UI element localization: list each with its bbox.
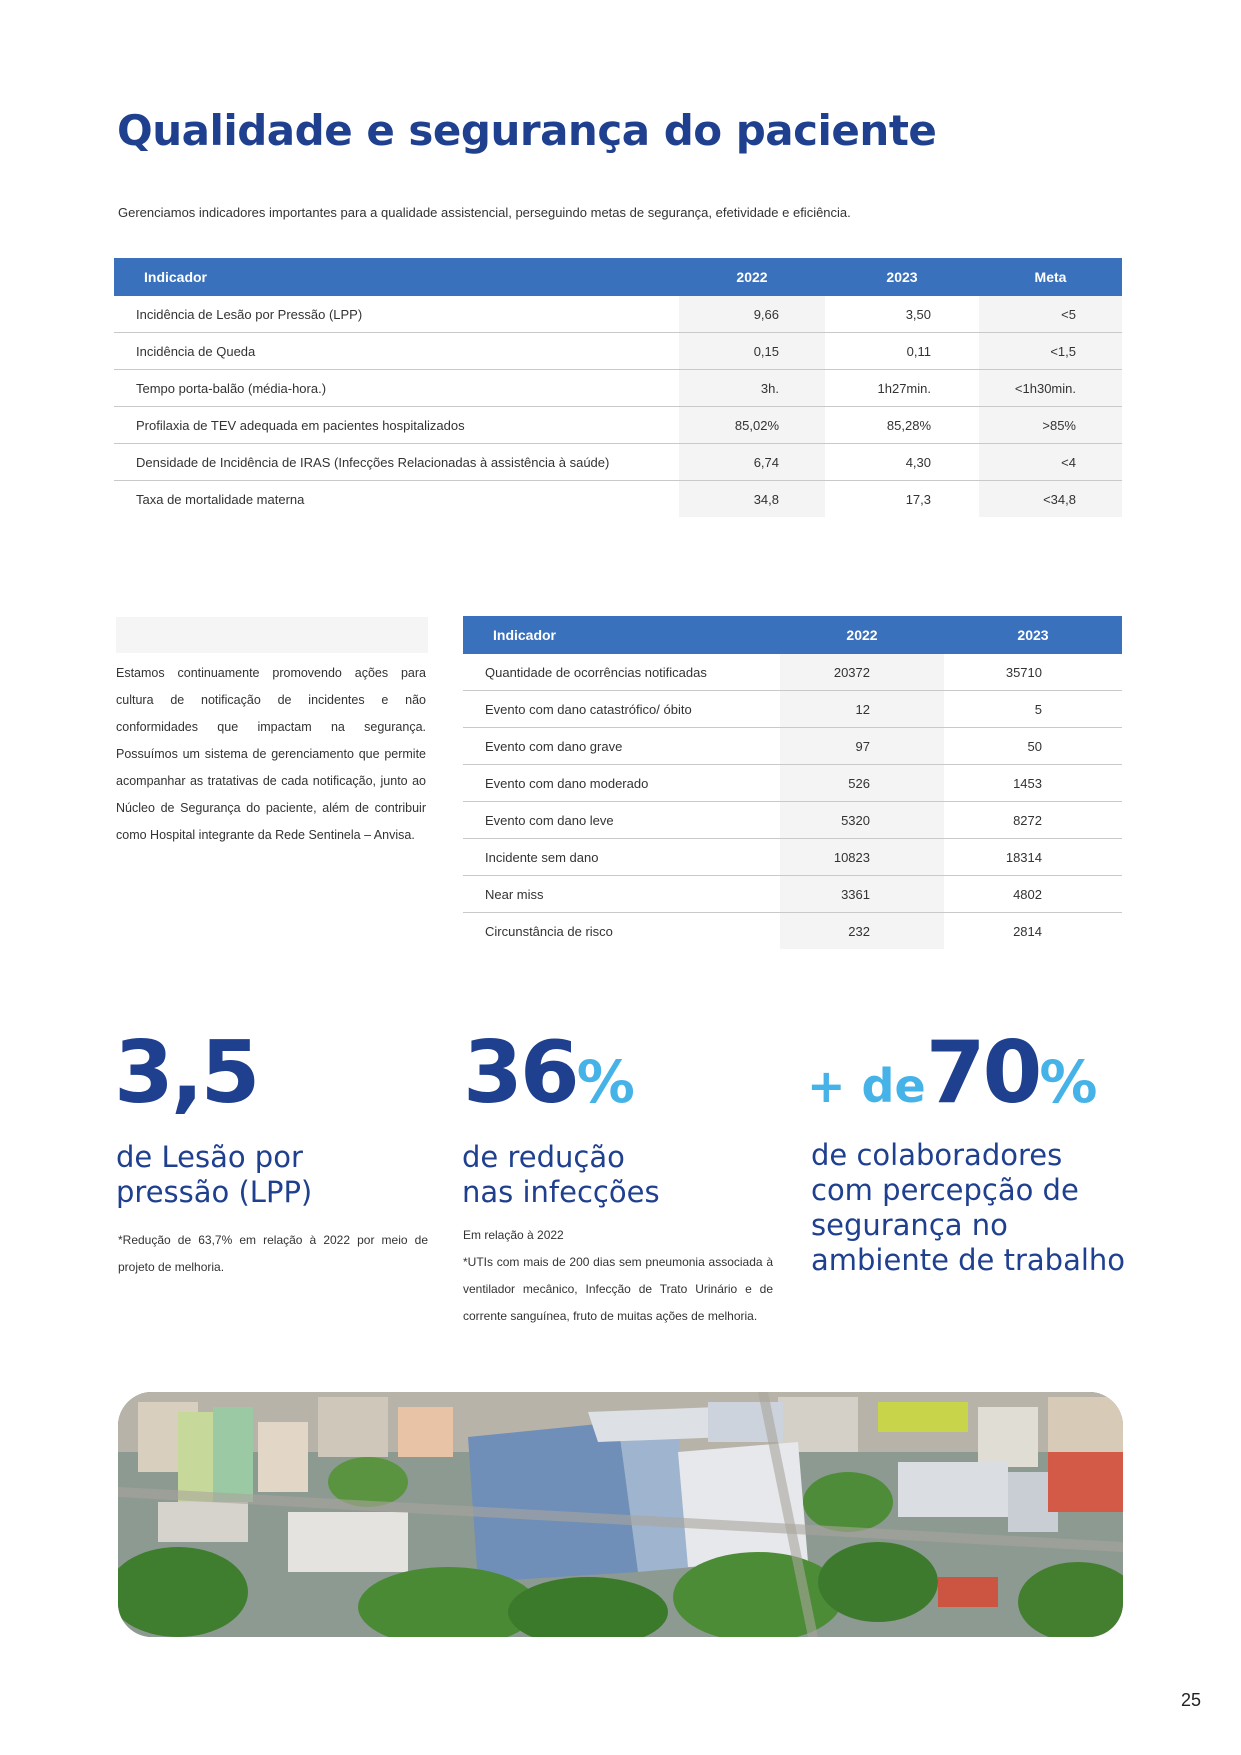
table-row <box>114 333 1122 370</box>
table-cell-value: 9,66 <box>679 296 825 333</box>
paragraph-top-bar <box>116 617 428 653</box>
stat-safety-prefix: + de <box>807 1059 926 1113</box>
table-row <box>463 913 1122 950</box>
table-cell-value: 3,50 <box>825 296 979 333</box>
stat-infection-notes <box>463 1222 773 1330</box>
table-row <box>114 296 1122 333</box>
stat-safety-value <box>807 1023 1098 1123</box>
stat-infection-heading-line: nas infecções <box>462 1175 660 1209</box>
table-cell-indicator: Quantidade de ocorrências notificadas <box>463 654 780 691</box>
stat-safety-heading-line: com percepção de <box>811 1173 1079 1207</box>
stat-infection-note-line: Em relação à 2022 <box>463 1228 564 1242</box>
table-cell-value: 97 <box>780 728 944 765</box>
table-cell-indicator: Evento com dano catastrófico/ óbito <box>463 691 780 728</box>
table-cell-indicator: Evento com dano grave <box>463 728 780 765</box>
header-meta: Meta <box>979 258 1122 296</box>
stat-infection-note-line: *UTIs com mais de 200 dias sem pneumonia associada à ventilador mecânico, Infecção de Trato Urinário e de corrente sanguínea, fruto de muitas ações de melhoria. <box>463 1255 773 1323</box>
table-cell-value: 34,8 <box>679 481 825 518</box>
page-title: Qualidade e segurança do paciente <box>117 106 937 155</box>
table-cell-indicator: Circunstância de risco <box>485 923 613 939</box>
table-cell-value: 50 <box>944 728 1122 765</box>
header-2022: 2022 <box>780 616 944 654</box>
intro-text: Gerenciamos indicadores importantes para a qualidade assistencial, perseguindo metas de segurança, efetividade e eficiência. <box>118 205 851 220</box>
table-cell-value: <34,8 <box>979 481 1122 518</box>
table-cell-value: 1453 <box>944 765 1122 802</box>
stat-safety-heading <box>811 1138 1125 1278</box>
stat-safety-heading-line: segurança no <box>811 1208 1008 1242</box>
page-number: 25 <box>1180 1690 1201 1710</box>
table-cell-value: <1,5 <box>979 333 1122 370</box>
table-cell-value: 0,15 <box>679 333 825 370</box>
stat-lpp-heading-line: de Lesão por <box>116 1140 303 1174</box>
aerial-hospital-photo <box>118 1392 1123 1637</box>
table-cell-indicator: Incidente sem dano <box>463 839 780 876</box>
table-cell-indicator: Near miss <box>463 876 780 913</box>
table-row <box>114 444 1122 481</box>
table-cell-value: 0,11 <box>825 333 979 370</box>
stat-infection-heading <box>462 1140 660 1210</box>
header-2023: 2023 <box>825 258 979 296</box>
header-indicador: Indicador <box>463 616 780 654</box>
table-row <box>463 691 1122 728</box>
aerial-city-illustration <box>118 1392 1123 1637</box>
table-row <box>114 370 1122 407</box>
table-cell-value: 17,3 <box>905 491 931 507</box>
table-row <box>463 876 1122 913</box>
table-cell-value: 1h27min. <box>825 370 979 407</box>
stat-lpp-heading <box>116 1140 312 1210</box>
table-cell-indicator: Evento com dano leve <box>463 802 780 839</box>
stat-safety-percent: % <box>1039 1048 1098 1116</box>
table-cell-indicator: Tempo porta-balão (média-hora.) <box>114 370 679 407</box>
table-row <box>114 481 1122 518</box>
table-cell-value: 35710 <box>944 654 1122 691</box>
table-cell-value: >85% <box>979 407 1122 444</box>
table-cell-value: 5 <box>944 691 1122 728</box>
stat-lpp-note: *Redução de 63,7% em relação à 2022 por meio de projeto de melhoria. <box>118 1233 428 1274</box>
table-cell-indicator: Incidência de Queda <box>114 333 679 370</box>
table-cell-value: <1h30min. <box>979 370 1122 407</box>
table-row <box>463 839 1122 876</box>
quality-indicators-table <box>114 258 1122 517</box>
table-row <box>463 802 1122 839</box>
table-row <box>463 728 1122 765</box>
table-header-row <box>114 258 1122 296</box>
table-cell-value: 85,28% <box>825 407 979 444</box>
stat-safety-heading-line: ambiente de trabalho <box>811 1243 1126 1277</box>
stat-lpp-heading-line: pressão (LPP) <box>116 1175 313 1209</box>
table-cell-value: 10823 <box>780 839 944 876</box>
table-row <box>463 765 1122 802</box>
header-2023: 2023 <box>944 616 1122 654</box>
stat-infection-heading-line: de redução <box>462 1140 625 1174</box>
table-cell-value: 6,74 <box>679 444 825 481</box>
stat-infection-number: 36 <box>463 1023 577 1123</box>
stat-infection-percent: % <box>576 1048 635 1116</box>
table-cell-value: 3361 <box>780 876 944 913</box>
table-cell-indicator: Profilaxia de TEV adequada em pacientes hospitalizados <box>114 407 679 444</box>
table-cell-value: 8272 <box>944 802 1122 839</box>
incident-notification-table <box>463 616 1122 949</box>
table-cell-value: 12 <box>780 691 944 728</box>
header-2022: 2022 <box>679 258 825 296</box>
table-cell-value: 85,02% <box>679 407 825 444</box>
table-cell-indicator: Densidade de Incidência de IRAS (Infecções Relacionadas à assistência à saúde) <box>114 444 679 481</box>
table-row <box>463 654 1122 691</box>
table-cell-value: <4 <box>979 444 1122 481</box>
table-cell-value: 232 <box>780 913 944 950</box>
table-cell-value: 20372 <box>780 654 944 691</box>
table-cell-value: 526 <box>780 765 944 802</box>
table-header-row <box>463 616 1122 654</box>
table-cell-value: 3h. <box>679 370 825 407</box>
table-cell-indicator: Taxa de mortalidade materna <box>136 491 305 507</box>
stat-infection-value <box>463 1023 635 1123</box>
table-cell-value: 4802 <box>944 876 1122 913</box>
table-cell-value: <5 <box>979 296 1122 333</box>
stat-safety-heading-line: de colaboradores <box>811 1138 1063 1172</box>
table-cell-indicator: Incidência de Lesão por Pressão (LPP) <box>114 296 679 333</box>
table-cell-value: 2814 <box>1013 923 1042 939</box>
stat-lpp-value: 3,5 <box>114 1023 258 1123</box>
header-indicador: Indicador <box>114 258 679 296</box>
table-row <box>114 407 1122 444</box>
table-cell-value: 18314 <box>944 839 1122 876</box>
notification-paragraph: Estamos continuamente promovendo ações para cultura de notificação de incidentes e não conformidades que impactam na segurança. Possuímos um sistema de gerenciamento que permite acompanhar as tratativas de cada notificação, junto ao Núcleo de Segurança do paciente, além de contribuir como Hospital integrante da Rede Sentinela – Anvisa. <box>116 666 426 842</box>
table-cell-indicator: Evento com dano moderado <box>463 765 780 802</box>
table-cell-value: 4,30 <box>825 444 979 481</box>
stat-safety-number: 70 <box>925 1023 1040 1123</box>
table-cell-value: 5320 <box>780 802 944 839</box>
